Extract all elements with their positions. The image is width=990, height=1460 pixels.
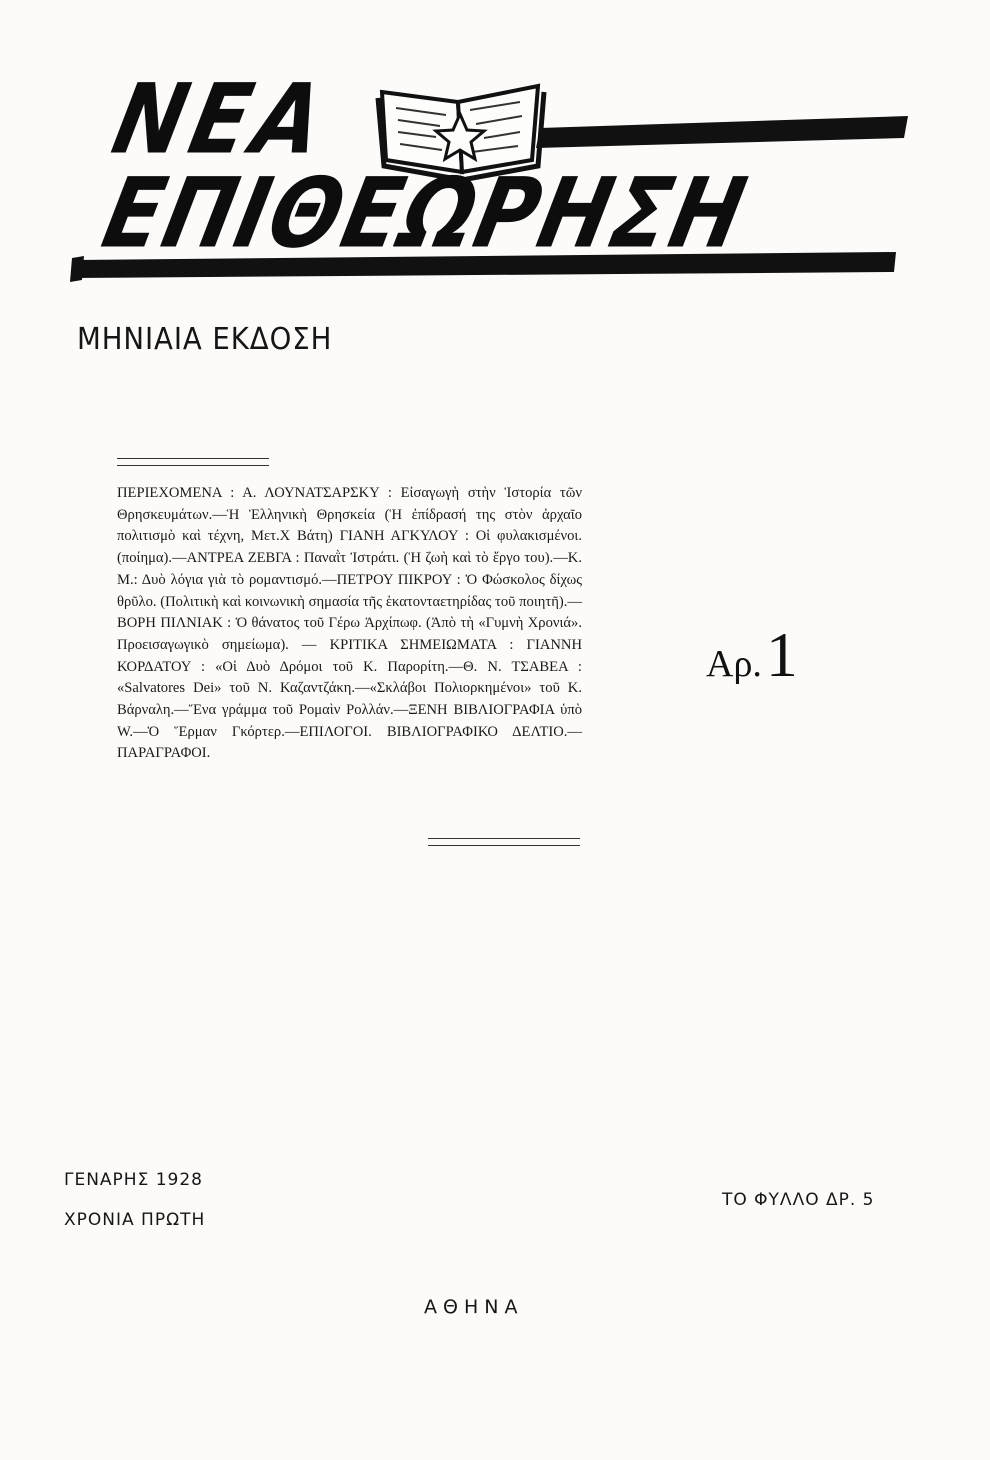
issue-number [706,618,798,692]
issue-value: 1 [765,619,798,690]
publication-city: ΑΘΗΝΑ [424,1296,524,1318]
masthead-title-line2: ΕΠΙΘΕΩΡΗΣΗ [94,156,757,270]
issue-date: ΓΕΝΑΡΗΣ 1928 [64,1170,204,1190]
subtitle: ΜΗΝΙΑΙΑ ΕΚΔΟΣΗ [77,322,333,357]
issue-year: ΧΡΟΝΙΑ ΠΡΩΤΗ [64,1210,206,1230]
contents-text: ΠΕΡΙΕΧΟΜΕΝΑ : Α. ΛΟΥΝΑΤΣΑΡΣΚΥ : Εἰσαγωγὴ στὴν Ἱστορία τῶν Θρησκευμάτων.—Ἡ Ἑλληνικὴ Θρησκεία (Ἡ ἐπίδρασή της στὸν ἀρχαῖο πολιτισμὸ καὶ τέχνη, Μετ.Χ Βάτη) ΓΙΑΝΗ ΑΓΚΥΛΟΥ : Οἱ φυλακισμένοι. (ποίημα).—ΑΝΤΡΕΑ ΖΕΒΓΑ : Παναῒτ Ἰστράτι. (Ἡ ζωὴ καὶ τὸ ἔργο του).—Κ. Μ.: Δυὸ λόγια γιὰ τὸ ρομαντισμό.—ΠΕΤΡΟΥ ΠΙΚΡΟΥ : Ὁ Φώσκολος δίχως θρῦλο. (Πολιτικὴ καὶ κοινωνικὴ σημασία τῆς ἑκατονταετηρίδας τοῦ ποιητῆ).—ΒΟΡΗ ΠΙΛΝΙΑΚ : Ὁ θάνατος τοῦ Γέρω Ἀρχίπωφ. (Ἀπὸ τὴ «Γυμνὴ Χρονιά». Προεισαγωγικὸ σημείωμα). — ΚΡΙΤΙΚΑ ΣΗΜΕΙΩΜΑΤΑ : ΓΙΑΝΝΗ ΚΟΡΔΑΤΟΥ : «Οἱ Δυὸ Δρόμοι τοῦ Κ. Παρορίτη.—Θ. Ν. ΤΣΑΒΕΑ : «Salvatores Dei» τοῦ Ν. Καζαντζάκη.—«Σκλάβοι Πολιορκημένοι» τοῦ Κ. Βάρναλη.—Ἕνα γράμμα τοῦ Ρομαὶν Ρολλάν.—ΞΕΝΗ ΒΙΒΛΙΟΓΡΑΦΙΑ ὑπὸ W.—Ὁ Ἕρμαν Γκόρτερ.—ΕΠΙΛΟΓΟΙ. ΒΙΒΛΙΟΓΡΑΦΙΚΟ ΔΕΛΤΙΟ.—ΠΑΡΑΓΡΑΦΟΙ. [117,485,582,762]
contents-top-rule [117,458,269,466]
masthead [70,60,910,290]
issue-label: Αρ. [706,643,762,685]
contents-bottom-rule [428,838,580,846]
masthead-title-line1: ΝΕΑ [104,62,339,176]
issue-price: ΤΟ ΦΥΛΛΟ ΔΡ. 5 [722,1190,875,1210]
